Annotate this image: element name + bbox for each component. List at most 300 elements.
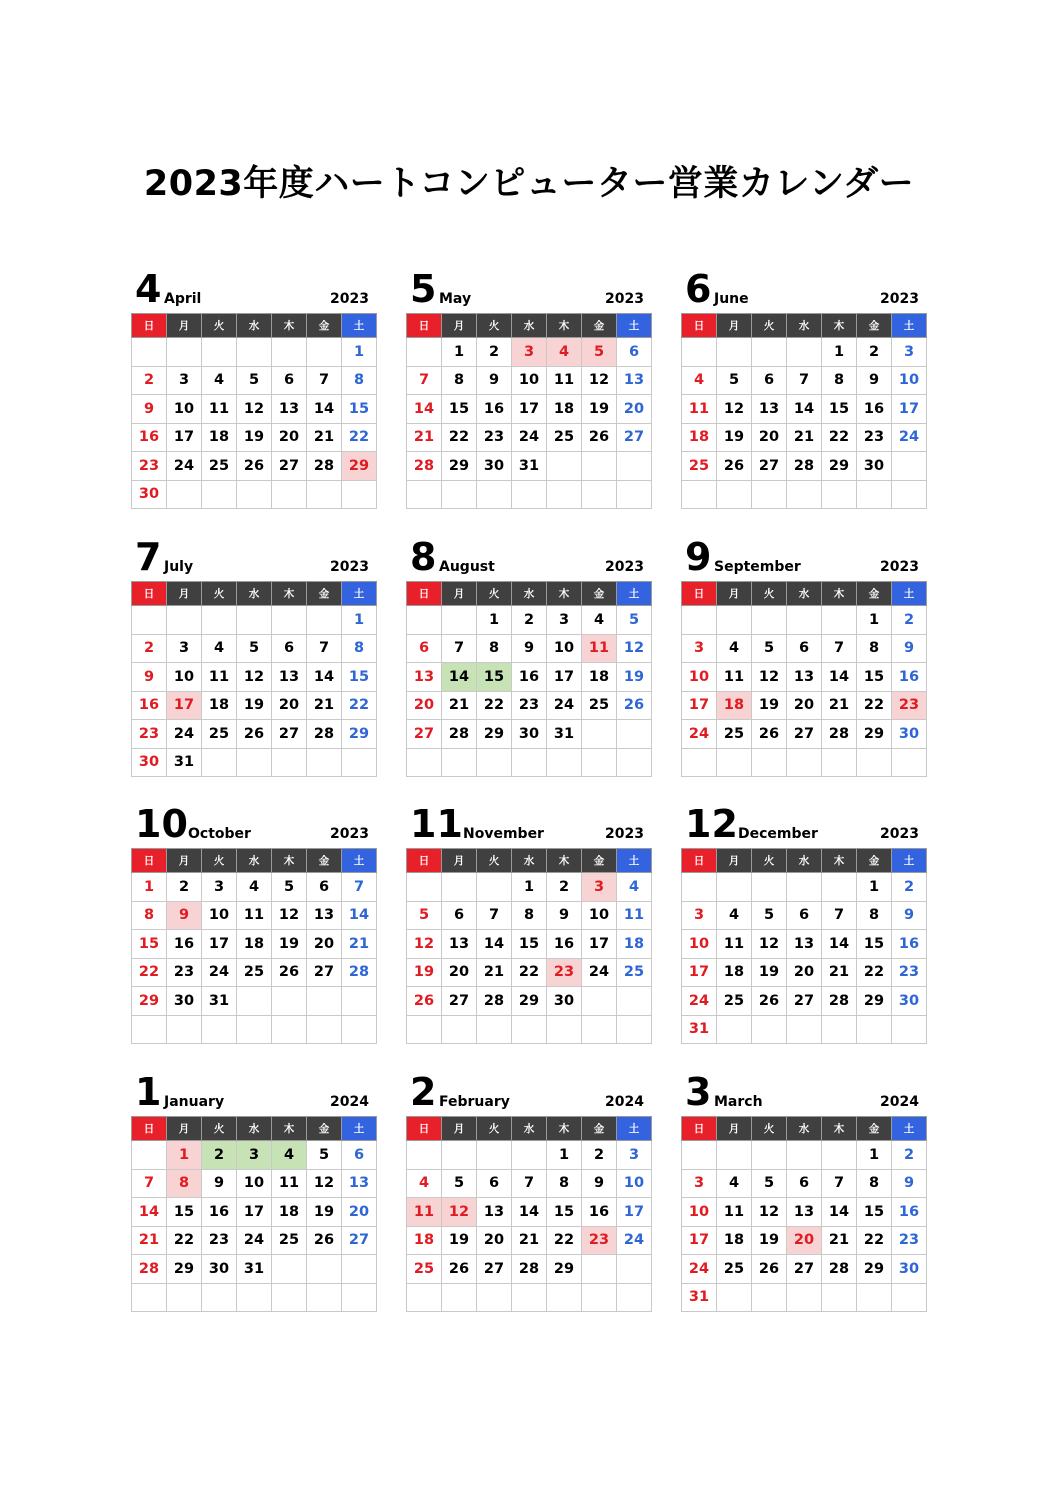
day-cell: 19 [752,958,787,987]
week-row [407,1141,652,1170]
day-cell: 30 [202,1255,237,1284]
day-cell: 29 [857,720,892,749]
weekday-header: 土 [617,582,652,606]
week-row [682,663,927,692]
weekday-header-row [407,849,652,873]
day-cell: 25 [617,958,652,987]
week-row [407,691,652,720]
month-name: April [164,291,202,307]
week-row [407,480,652,509]
day-cell: 10 [512,366,547,395]
weekday-header-row [132,582,377,606]
month-year: 2023 [880,291,919,307]
week-row [132,1255,377,1284]
day-cell: 22 [477,691,512,720]
day-cell: 25 [582,691,617,720]
month-name: October [188,826,251,842]
weekday-header: 月 [167,849,202,873]
month-header [131,787,373,845]
month-table [406,848,652,1044]
week-row [132,366,377,395]
empty-cell [717,1015,752,1044]
day-cell: 14 [307,663,342,692]
day-cell: 5 [752,901,787,930]
day-cell: 10 [682,663,717,692]
day-cell: 15 [857,1198,892,1227]
empty-cell [132,1015,167,1044]
day-cell: 19 [272,930,307,959]
day-cell: 9 [582,1169,617,1198]
day-cell: 24 [547,691,582,720]
empty-cell [202,606,237,635]
day-cell: 2 [132,634,167,663]
day-cell: 14 [787,395,822,424]
day-cell: 23 [547,958,582,987]
day-cell: 5 [272,873,307,902]
empty-cell [307,1283,342,1312]
week-row [682,1141,927,1170]
day-cell: 23 [892,1226,927,1255]
month-name: May [439,291,472,307]
empty-cell [547,1283,582,1312]
empty-cell [407,1141,442,1170]
day-cell: 9 [132,663,167,692]
week-row [132,958,377,987]
empty-cell [582,748,617,777]
week-row [132,1015,377,1044]
weekday-header: 木 [547,1117,582,1141]
month-year: 2023 [605,826,644,842]
day-cell: 22 [857,1226,892,1255]
empty-cell [752,1015,787,1044]
week-row [132,452,377,481]
empty-cell [477,748,512,777]
day-cell: 5 [237,366,272,395]
day-cell: 1 [342,606,377,635]
empty-cell [582,720,617,749]
weekday-header: 月 [167,314,202,338]
day-cell: 29 [857,1255,892,1284]
day-cell: 13 [752,395,787,424]
empty-cell [717,480,752,509]
empty-cell [307,987,342,1016]
empty-cell [822,1141,857,1170]
day-cell: 3 [167,366,202,395]
day-cell: 12 [717,395,752,424]
day-cell: 22 [342,691,377,720]
weekday-header: 水 [512,582,547,606]
weekday-header-row [132,1117,377,1141]
day-cell: 18 [202,423,237,452]
empty-cell [787,338,822,367]
day-cell: 16 [202,1198,237,1227]
month-header [406,1055,648,1113]
day-cell: 28 [822,1255,857,1284]
month-name: March [714,1094,763,1110]
month-header [406,252,648,310]
day-cell: 6 [307,873,342,902]
empty-cell [237,1283,272,1312]
month-number: 2 [410,1070,437,1114]
day-cell: 29 [512,987,547,1016]
empty-cell [617,720,652,749]
day-cell: 6 [342,1141,377,1170]
weekday-header: 水 [787,582,822,606]
weekday-header: 土 [617,314,652,338]
day-cell: 9 [512,634,547,663]
empty-cell [892,1015,927,1044]
day-cell: 30 [892,720,927,749]
weekday-header: 金 [857,314,892,338]
weekday-header-row [682,1117,927,1141]
weekday-header: 木 [822,582,857,606]
day-cell: 8 [167,1169,202,1198]
weekday-header: 木 [272,314,307,338]
day-cell: 6 [477,1169,512,1198]
week-row [132,1169,377,1198]
day-cell: 21 [822,958,857,987]
day-cell: 23 [132,720,167,749]
weekday-header: 月 [717,314,752,338]
day-cell: 26 [752,720,787,749]
empty-cell [272,1015,307,1044]
weekday-header: 火 [202,314,237,338]
weekday-header: 土 [617,849,652,873]
empty-cell [582,1283,617,1312]
empty-cell [582,452,617,481]
day-cell: 20 [787,691,822,720]
day-cell: 3 [617,1141,652,1170]
empty-cell [822,1015,857,1044]
day-cell: 7 [822,901,857,930]
day-cell: 5 [307,1141,342,1170]
empty-cell [682,1141,717,1170]
day-cell: 8 [477,634,512,663]
week-row [132,1283,377,1312]
empty-cell [717,1283,752,1312]
day-cell: 3 [682,901,717,930]
empty-cell [167,338,202,367]
month-number: 4 [135,267,162,311]
month-number: 9 [685,535,712,579]
day-cell: 9 [892,1169,927,1198]
empty-cell [752,748,787,777]
day-cell: 4 [717,901,752,930]
weekday-header: 木 [272,582,307,606]
month-block-may [406,252,648,509]
day-cell: 27 [407,720,442,749]
day-cell: 8 [857,1169,892,1198]
day-cell: 29 [442,452,477,481]
day-cell: 16 [167,930,202,959]
day-cell: 24 [582,958,617,987]
weekday-header: 水 [787,849,822,873]
day-cell: 26 [307,1226,342,1255]
empty-cell [407,1015,442,1044]
day-cell: 20 [272,691,307,720]
day-cell: 19 [617,663,652,692]
week-row [407,606,652,635]
day-cell: 28 [307,452,342,481]
empty-cell [512,1283,547,1312]
day-cell: 10 [202,901,237,930]
day-cell: 3 [892,338,927,367]
weekday-header: 火 [202,849,237,873]
empty-cell [237,1015,272,1044]
day-cell: 4 [202,634,237,663]
week-row [682,395,927,424]
empty-cell [167,1283,202,1312]
weekday-header: 火 [752,314,787,338]
empty-cell [752,338,787,367]
day-cell: 20 [442,958,477,987]
weekday-header: 金 [582,1117,617,1141]
day-cell: 7 [407,366,442,395]
empty-cell [512,748,547,777]
month-number: 5 [410,267,437,311]
day-cell: 21 [442,691,477,720]
day-cell: 14 [822,1198,857,1227]
weekday-header-row [407,314,652,338]
day-cell: 4 [717,1169,752,1198]
day-cell: 16 [477,395,512,424]
week-row [407,958,652,987]
day-cell: 18 [582,663,617,692]
empty-cell [857,1283,892,1312]
month-table [131,581,377,777]
day-cell: 21 [407,423,442,452]
day-cell: 28 [307,720,342,749]
weekday-header: 金 [307,1117,342,1141]
day-cell: 5 [582,338,617,367]
week-row [682,720,927,749]
month-year: 2024 [605,1094,644,1110]
empty-cell [477,873,512,902]
day-cell: 22 [857,691,892,720]
day-cell: 1 [167,1141,202,1170]
day-cell: 5 [237,634,272,663]
day-cell: 7 [477,901,512,930]
day-cell: 25 [717,987,752,1016]
day-cell: 17 [682,958,717,987]
empty-cell [407,606,442,635]
empty-cell [407,873,442,902]
empty-cell [787,748,822,777]
week-row [407,930,652,959]
empty-cell [237,748,272,777]
day-cell: 12 [237,395,272,424]
day-cell: 17 [167,691,202,720]
day-cell: 28 [787,452,822,481]
empty-cell [307,748,342,777]
weekday-header: 月 [717,849,752,873]
day-cell: 30 [547,987,582,1016]
day-cell: 29 [342,720,377,749]
day-cell: 20 [617,395,652,424]
day-cell: 14 [512,1198,547,1227]
day-cell: 10 [167,663,202,692]
day-cell: 24 [617,1226,652,1255]
week-row [682,1255,927,1284]
day-cell: 5 [442,1169,477,1198]
week-row [132,423,377,452]
day-cell: 30 [512,720,547,749]
day-cell: 27 [787,1255,822,1284]
month-year: 2023 [330,291,369,307]
empty-cell [787,606,822,635]
empty-cell [617,987,652,1016]
weekday-header: 土 [342,314,377,338]
month-header [681,787,923,845]
day-cell: 30 [892,1255,927,1284]
week-row [132,480,377,509]
day-cell: 13 [272,395,307,424]
day-cell: 9 [857,366,892,395]
empty-cell [342,748,377,777]
day-cell: 14 [477,930,512,959]
month-table [681,581,927,777]
weekday-header: 水 [787,1117,822,1141]
week-row [682,873,927,902]
weekday-header: 月 [442,582,477,606]
day-cell: 20 [477,1226,512,1255]
empty-cell [512,480,547,509]
month-block-october [131,787,373,1044]
day-cell: 7 [442,634,477,663]
day-cell: 11 [547,366,582,395]
weekday-header: 火 [202,582,237,606]
day-cell: 14 [822,663,857,692]
week-row [407,748,652,777]
week-row [132,748,377,777]
day-cell: 10 [167,395,202,424]
day-cell: 10 [682,930,717,959]
day-cell: 3 [167,634,202,663]
month-table [131,848,377,1044]
empty-cell [477,1283,512,1312]
month-year: 2023 [330,826,369,842]
day-cell: 18 [272,1198,307,1227]
day-cell: 16 [547,930,582,959]
day-cell: 1 [857,1141,892,1170]
empty-cell [342,987,377,1016]
weekday-header: 月 [442,1117,477,1141]
day-cell: 17 [682,691,717,720]
day-cell: 21 [342,930,377,959]
day-cell: 11 [717,663,752,692]
day-cell: 4 [682,366,717,395]
empty-cell [787,873,822,902]
week-row [407,366,652,395]
month-header [406,520,648,578]
day-cell: 12 [582,366,617,395]
week-row [407,338,652,367]
day-cell: 9 [892,634,927,663]
day-cell: 6 [787,1169,822,1198]
week-row [132,930,377,959]
day-cell: 15 [857,930,892,959]
weekday-header-row [132,314,377,338]
empty-cell [857,480,892,509]
weekday-header: 火 [477,1117,512,1141]
day-cell: 27 [787,720,822,749]
empty-cell [892,480,927,509]
day-cell: 28 [342,958,377,987]
month-number: 8 [410,535,437,579]
weekday-header: 日 [132,1117,167,1141]
empty-cell [307,1255,342,1284]
weekday-header: 日 [132,582,167,606]
weekday-header: 日 [682,1117,717,1141]
day-cell: 27 [477,1255,512,1284]
empty-cell [477,480,512,509]
weekday-header-row [132,849,377,873]
empty-cell [272,1255,307,1284]
empty-cell [407,748,442,777]
week-row [407,395,652,424]
empty-cell [682,606,717,635]
day-cell: 2 [547,873,582,902]
month-number: 10 [135,802,188,846]
day-cell: 25 [717,1255,752,1284]
empty-cell [477,1015,512,1044]
weekday-header: 月 [167,1117,202,1141]
weekday-header-row [682,582,927,606]
day-cell: 16 [512,663,547,692]
month-number: 3 [685,1070,712,1114]
weekday-header: 金 [582,849,617,873]
month-table [406,1116,652,1312]
day-cell: 29 [132,987,167,1016]
weekday-header: 日 [682,314,717,338]
day-cell: 22 [857,958,892,987]
day-cell: 31 [167,748,202,777]
week-row [132,691,377,720]
empty-cell [547,748,582,777]
empty-cell [307,480,342,509]
empty-cell [132,338,167,367]
day-cell: 2 [857,338,892,367]
weekday-header: 木 [547,314,582,338]
empty-cell [617,748,652,777]
weekday-header: 金 [857,1117,892,1141]
day-cell: 7 [822,634,857,663]
weekday-header: 日 [407,314,442,338]
day-cell: 29 [547,1255,582,1284]
day-cell: 10 [237,1169,272,1198]
month-header [131,252,373,310]
day-cell: 11 [202,395,237,424]
week-row [407,423,652,452]
week-row [132,1226,377,1255]
day-cell: 1 [477,606,512,635]
day-cell: 23 [477,423,512,452]
day-cell: 28 [512,1255,547,1284]
empty-cell [752,606,787,635]
weekday-header: 土 [892,582,927,606]
day-cell: 13 [787,930,822,959]
week-row [682,691,927,720]
day-cell: 4 [272,1141,307,1170]
month-block-august [406,520,648,777]
week-row [132,873,377,902]
day-cell: 17 [202,930,237,959]
day-cell: 12 [617,634,652,663]
day-cell: 6 [617,338,652,367]
day-cell: 22 [547,1226,582,1255]
week-row [407,1283,652,1312]
day-cell: 24 [682,720,717,749]
